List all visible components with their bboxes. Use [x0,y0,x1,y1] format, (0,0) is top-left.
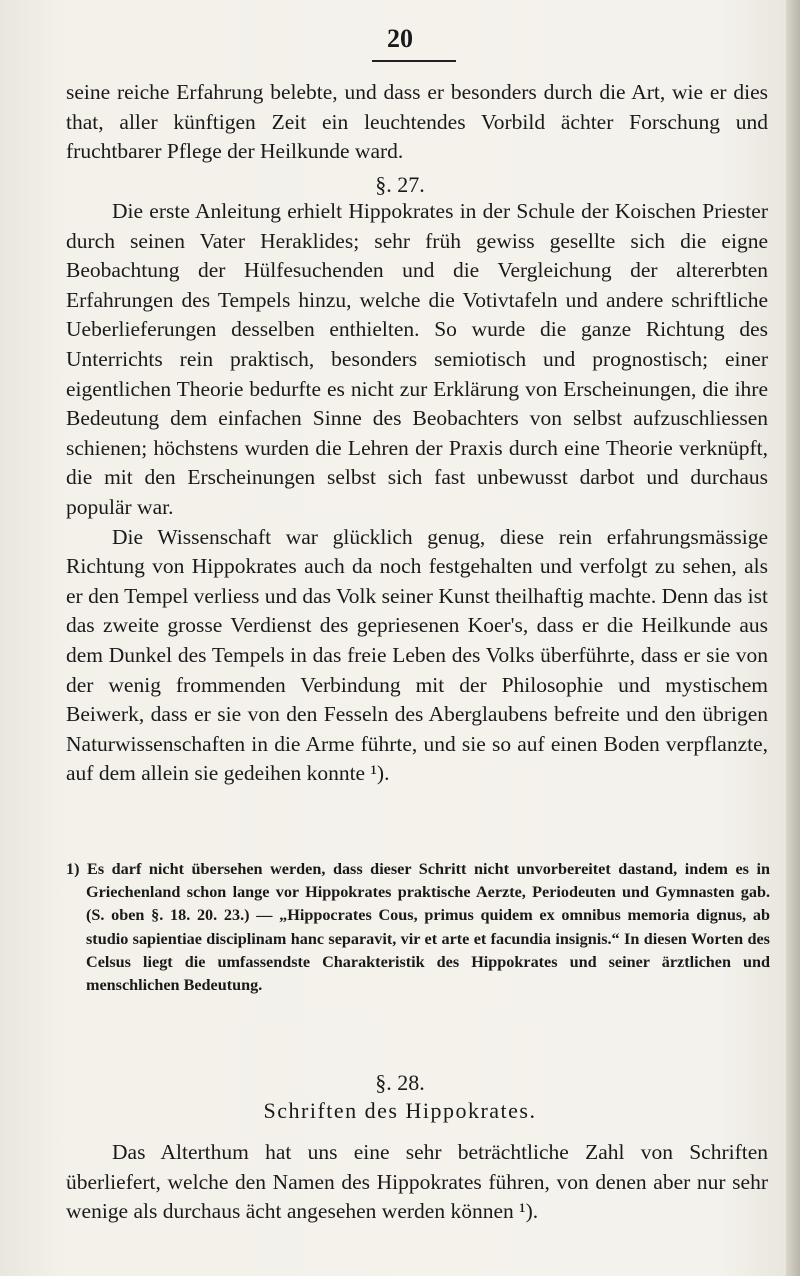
footnote-1: 1) Es darf nicht übersehen werden, dass dieser Schritt nicht unvorbereitet dastand, indem es in Griechenland schon lange vor Hippokrates praktische Aerzte, Periodeuten und Gymnasten gab. (S. oben §. 18. 20. 23.) — „Hippocrates Cous, primus quidem ex omnibus memoria dignus, ab studio sapientiae disciplinam hanc separavit, vir et arte et facundia insignis.“ In diesen Worten des Celsus liegt die umfassendste Charakteristik des Hippokrates und seiner ärztlichen und menschlichen Bedeutung. [66,860,770,995]
section-28-heading: §. 28. [375,1070,425,1095]
section-28-title: Schriften des Hippokrates. [263,1098,537,1123]
paragraph-28: Das Alterthum hat uns eine sehr beträchtliche Zahl von Schriften überliefert, welche den Namen des Hippokrates führen, von denen aber nur sehr wenige als durchaus ächt angesehen werden können ¹). [66,1140,768,1224]
paragraph-top-text: seine reiche Erfahrung belebte, und dass er besonders durch die Art, wie er dies that, aller künftigen Zeit ein leuchtendes Vorbild ächter Forschung und fruchtbarer Pflege der Heilkunde ward. [66,80,768,164]
section-27-body [66,197,768,789]
footnote [66,858,770,997]
section-28-body [66,1138,768,1227]
paragraph-27b: Die Wissenschaft war glücklich genug, diese rein erfahrungsmässige Richtung von Hippokrates auch da noch festgehalten und verfolgt zu sehen, als er den Tempel verliess und das Volk seiner Kunst theilhaftig machte. Denn das ist das zweite grosse Verdienst des gepriesenen Koer's, dass er die Heilkunde aus dem Dunkel des Tempels in das freie Leben des Volks überführte, dass er sie von der wenig frommenden Verbindung mit der Philosophie und mystischem Beiwerk, dass er sie von den Fesseln des Aberglaubens befreite und den übrigen Naturwissenschaften in die Arme führte, und sie so auf einen Boden verpflanzte, auf dem allein sie gedeihen konnte ¹). [66,524,768,786]
header-rule [372,60,456,62]
paragraph-27a: Die erste Anleitung erhielt Hippokrates in der Schule der Koischen Priester durch seinen Vater Heraklides; sehr früh gewiss gesellte sich die eigne Beobachtung der Hülfesuchenden und die Vergleichung der altererbten Erfahrungen des Tempels hinzu, welche die Votivtafeln und andere schriftliche Ueberlieferungen desselben enthielten. So wurde die ganze Richtung des Unterrichts rein praktisch, besonders semiotisch und prognostisch; einer eigentlichen Theorie bedurfte es nicht zur Erklärung von Erscheinungen, die ihre Bedeutung dem einfachen Sinne des Beobachters von selbst aufzuschliessen schienen; höchstens wurden die Lehren der Praxis durch eine Theorie verknüpft, die mit den Erscheinungen selbst sich fast unbewusst darbot und durchaus populär war. [66,199,768,519]
page-number: 20 [387,24,413,53]
section-27-heading: §. 27. [375,172,425,197]
paragraph-top [66,78,768,167]
